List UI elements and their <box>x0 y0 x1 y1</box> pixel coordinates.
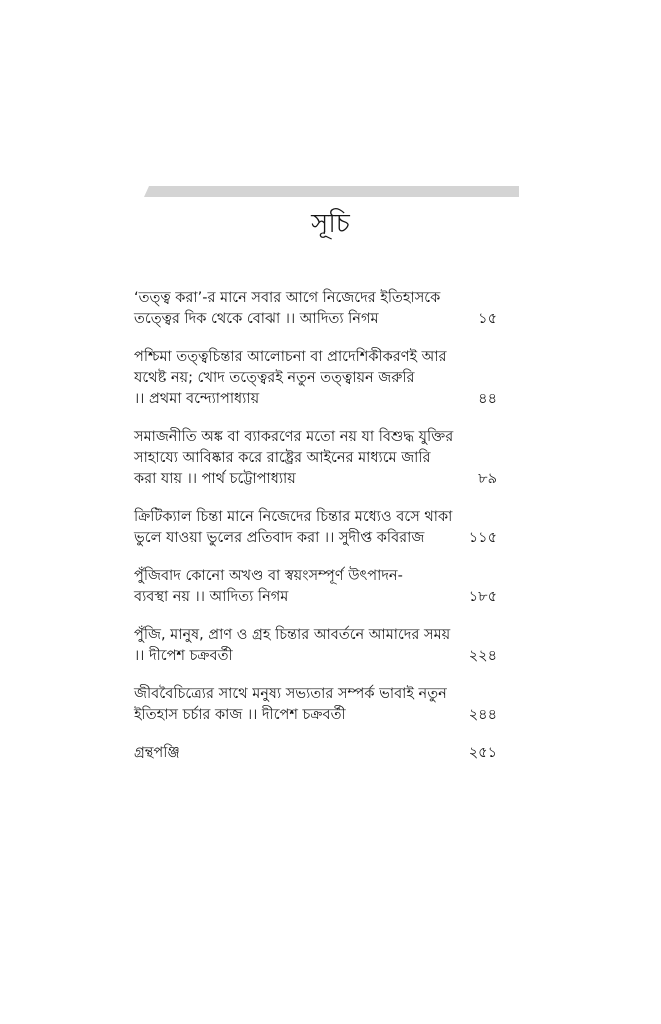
toc-entry <box>134 427 497 490</box>
entry-page-number: ১৮৫ <box>468 589 497 605</box>
entry-title-line: ব্যবস্থা নয় ।। আদিত্য নিগম <box>134 589 289 605</box>
entry-title-line: তত্ত্বের দিক থেকে বোঝা ।। আদিত্য নিগম <box>134 311 379 327</box>
page-title: সূচি <box>311 209 350 239</box>
entry-title-line: ‘তত্ত্ব করা’-র মানে সবার আগে নিজেদের ইতিহাসকে <box>134 290 441 306</box>
toc-entry <box>134 347 497 410</box>
entry-title-line: ভুলে যাওয়া ভুলের প্রতিবাদ করা ।। সুদীপ্ত কবিরাজ <box>134 530 425 546</box>
entry-title-line: জীববৈচিত্র্যের সাথে মনুষ্য সভ্যতার সম্পর্ক ভাবাই নতুন <box>134 686 447 702</box>
toc-entry <box>134 507 497 549</box>
toc-entry <box>134 684 497 726</box>
title-rule <box>144 186 519 197</box>
entry-page-number: ২২৪ <box>468 648 497 664</box>
entry-page-number: ৪৪ <box>478 391 497 407</box>
toc-entry <box>134 743 497 764</box>
entry-page-number: ২৪৪ <box>468 707 497 723</box>
entry-title-line: যথেষ্ট নয়; খোদ তত্ত্বেরই নতুন তত্ত্বায়ন জরুরি <box>134 370 415 386</box>
entry-page-number: ৮৯ <box>478 471 497 487</box>
entry-title-line: ।। দীপেশ চক্রবর্তী <box>134 648 233 664</box>
entry-title-line: পশ্চিমা তত্ত্বচিন্তার আলোচনা বা প্রাদেশিকীকরণই আর <box>134 349 447 365</box>
entry-title-line: গ্রন্থপঞ্জি <box>134 745 180 761</box>
entry-title-line: সমাজনীতি অঙ্ক বা ব্যাকরণের মতো নয় যা বিশুদ্ধ যুক্তির <box>134 429 454 445</box>
entry-title-line: সাহায্যে আবিষ্কার করে রাষ্ট্রের আইনের মাধ্যমে জারি <box>134 450 431 466</box>
toc-entry <box>134 566 497 608</box>
toc-list <box>134 288 497 781</box>
toc-entry <box>134 625 497 667</box>
entry-page-number: ২৫১ <box>468 745 497 761</box>
entry-page-number: ১১৫ <box>468 530 497 546</box>
toc-entry <box>134 288 497 330</box>
entry-title-line: ইতিহাস চর্চার কাজ ।। দীপেশ চক্রবর্তী <box>134 707 346 723</box>
entry-title-line: পুঁজিবাদ কোনো অখণ্ড বা স্বয়ংসম্পূর্ণ উৎপাদন- <box>134 568 403 584</box>
entry-title-line: ।। প্রথমা বন্দ্যোপাধ্যায় <box>134 391 260 407</box>
entry-page-number: ১৫ <box>478 311 497 327</box>
entry-title-line: করা যায় ।। পার্থ চট্টোপাধ্যায় <box>134 471 296 487</box>
entry-title-line: ক্রিটিক্যাল চিন্তা মানে নিজেদের চিন্তার মধ্যেও বসে থাকা <box>134 509 453 525</box>
entry-title-line: পুঁজি, মানুষ, প্রাণ ও গ্রহ চিন্তার আবর্তনে আমাদের সময় <box>134 627 451 643</box>
